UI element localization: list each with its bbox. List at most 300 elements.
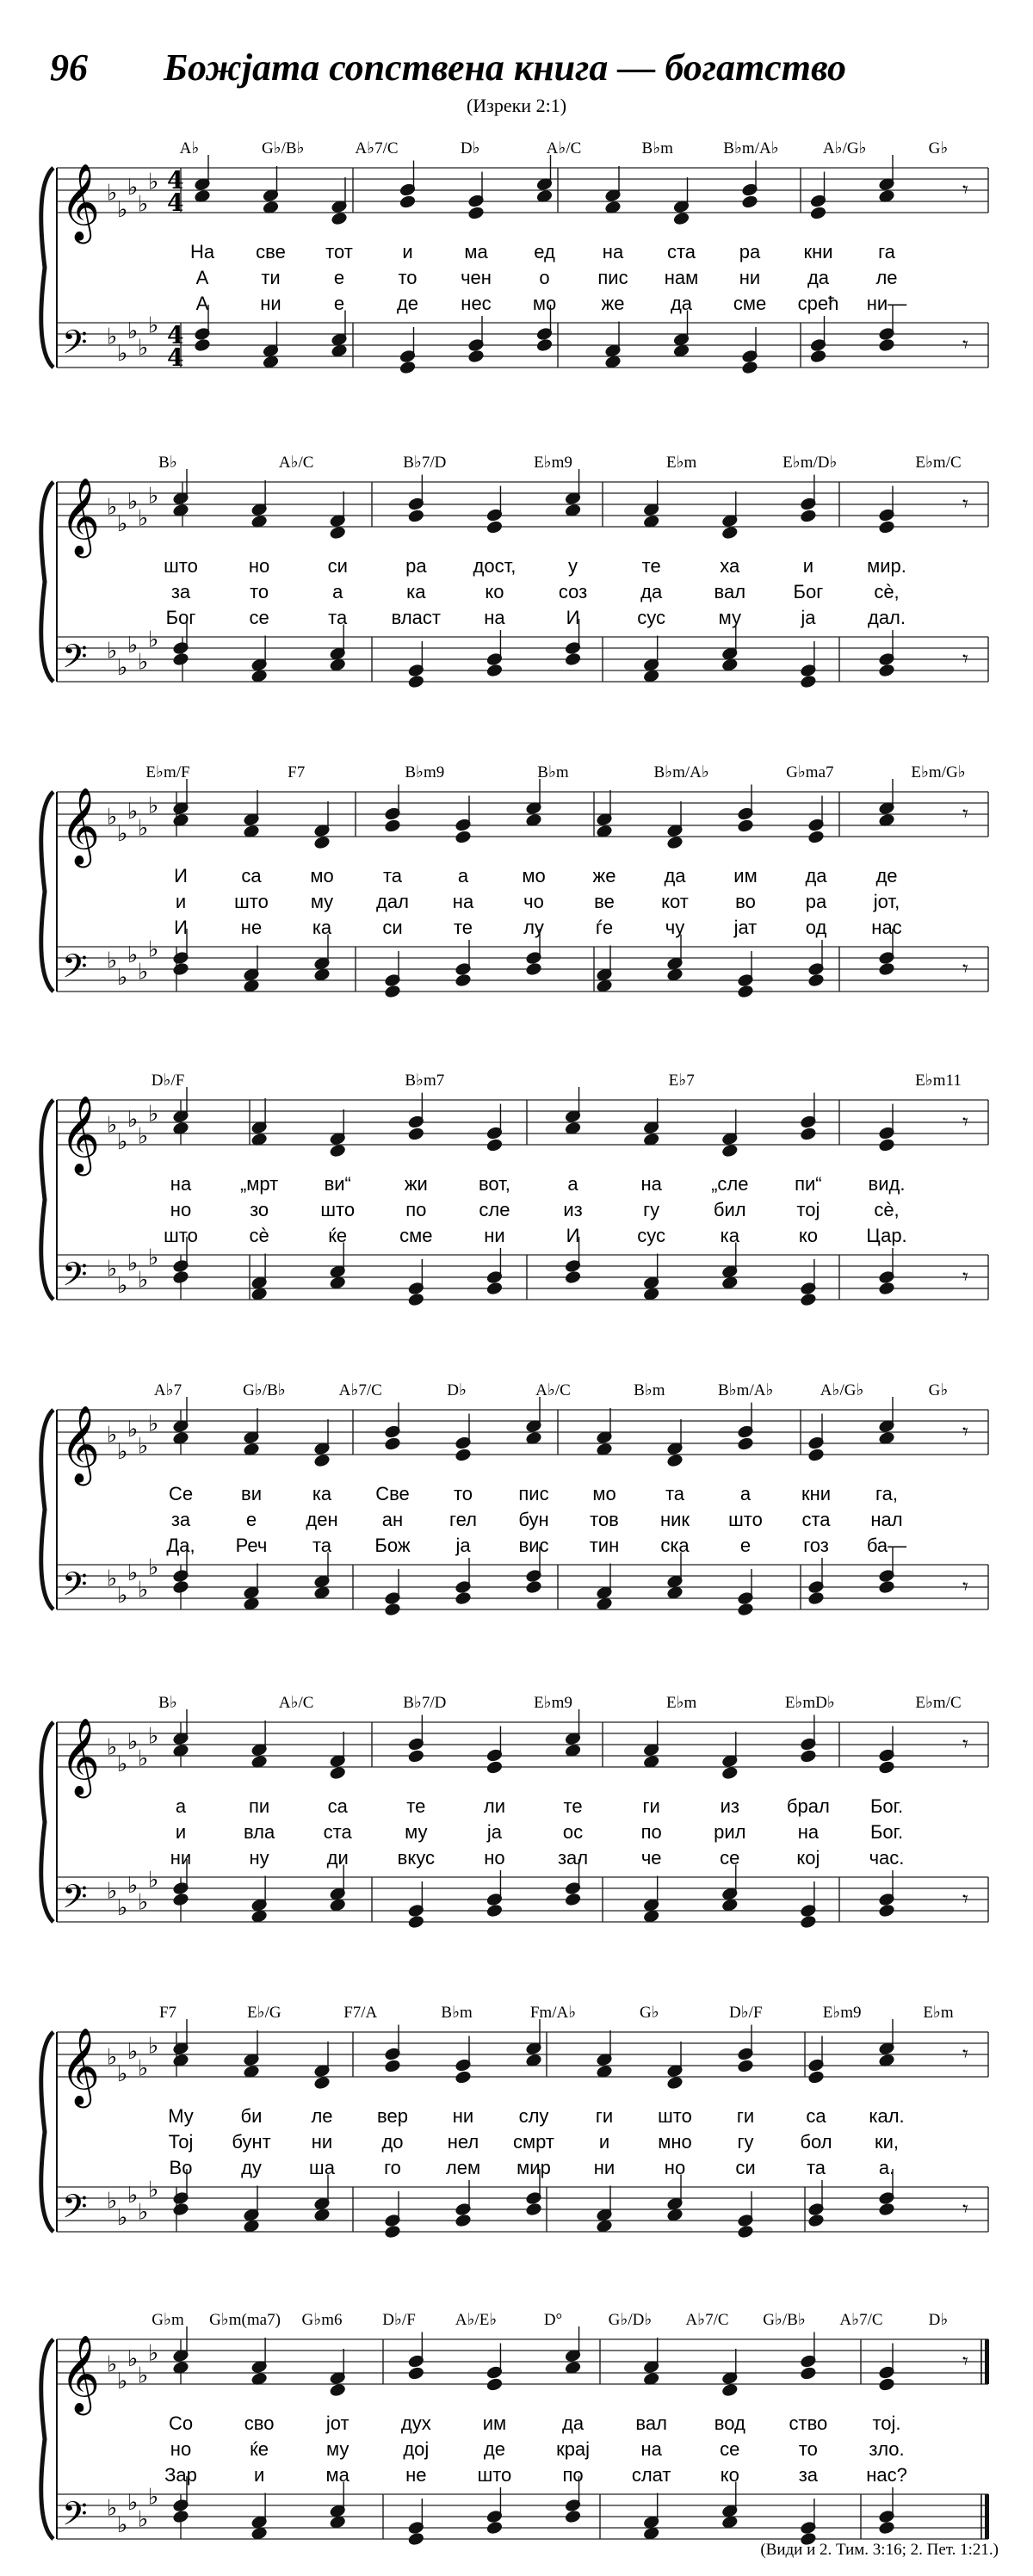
key-flat: ♭	[127, 1873, 139, 1899]
key-flat: ♭	[138, 2363, 149, 2389]
lyric-syllable: бунт	[232, 2131, 271, 2153]
key-flat: ♭	[148, 627, 159, 653]
notehead	[667, 836, 684, 849]
chord-symbol: A♭7	[153, 1381, 182, 1399]
lyric-syllable: соз	[558, 581, 588, 602]
key-flat: ♭	[138, 2055, 149, 2082]
key-flat: ♭	[127, 489, 139, 515]
lyric-syllable: слат	[631, 2464, 671, 2486]
notehead	[408, 1127, 424, 1141]
chord-symbol: B♭m	[537, 763, 569, 781]
chord-symbol: Fm/A♭	[529, 2004, 577, 2022]
chord-symbol: D♭	[447, 1381, 467, 1399]
lyric-syllable: те	[641, 555, 661, 577]
key-flat: ♭	[127, 633, 139, 658]
key-flat: ♭	[107, 1422, 118, 1449]
notehead	[486, 664, 503, 677]
lyric-syllable: то	[250, 581, 269, 602]
lyric-syllable: И	[566, 607, 580, 628]
key-flat: ♭	[107, 180, 118, 207]
lyric-syllable: за	[798, 2464, 819, 2486]
lyric-syllable: ле	[875, 267, 898, 288]
lyric-syllable: ан	[381, 1509, 404, 1530]
key-flat: ♭	[107, 2495, 118, 2522]
lyric-syllable: те	[563, 1795, 583, 1817]
music-system	[41, 454, 988, 689]
key-flat: ♭	[107, 948, 118, 974]
lyric-syllable: ве	[594, 891, 615, 912]
lyric-syllable: за	[170, 581, 191, 602]
chord-symbol: G♭	[928, 1381, 949, 1399]
lyric-syllable: тин	[589, 1535, 620, 1556]
notehead	[455, 1591, 472, 1605]
notehead	[667, 2076, 684, 2090]
lyric-syllable: ма	[464, 241, 488, 263]
notehead	[468, 207, 485, 220]
bass-clef: 𝄢	[62, 1565, 88, 1611]
lyric-syllable: по	[562, 2464, 584, 2486]
chord-symbol: F7	[158, 2004, 177, 2022]
lyric-syllable: из	[720, 1795, 739, 1817]
notehead	[742, 361, 758, 374]
key-flat: ♭	[148, 1411, 159, 1437]
lyric-syllable: де	[483, 2438, 505, 2460]
notehead	[486, 1282, 503, 1295]
notehead	[455, 2214, 472, 2227]
system-brace	[41, 1722, 53, 1922]
scripture-reference: (Изреки 2:1)	[466, 95, 567, 116]
lyric-syllable: дој	[403, 2438, 430, 2460]
lyric-syllable: бол	[800, 2131, 832, 2153]
notehead	[330, 658, 346, 672]
notehead	[597, 2220, 613, 2233]
key-flat: ♭	[117, 2205, 128, 2231]
chord-symbol: A♭7/C	[355, 139, 399, 158]
lyric-syllable: ни	[311, 2131, 333, 2153]
lyric-syllable: пис	[597, 267, 628, 288]
lyric-syllable: у	[568, 555, 578, 577]
chord-symbol: G♭	[928, 139, 949, 158]
key-flat: ♭	[117, 197, 128, 223]
notehead	[314, 2076, 331, 2090]
key-flat: ♭	[117, 2369, 128, 2394]
lyric-syllable: ко	[720, 2464, 739, 2486]
lyric-syllable: не	[240, 917, 263, 938]
lyric-syllable: не	[405, 2464, 427, 2486]
lyric-syllable: А	[195, 293, 209, 314]
key-flat: ♭	[138, 815, 149, 842]
notehead	[330, 1766, 346, 1780]
lyric-syllable: вер	[377, 2105, 408, 2127]
lyric-syllable: ра	[405, 555, 427, 577]
notehead	[408, 1915, 424, 1929]
music-system	[41, 139, 988, 374]
lyric-syllable: ќе	[250, 2438, 269, 2460]
system-brace	[41, 1100, 53, 1300]
notehead	[738, 1437, 754, 1451]
chord-symbol: E♭m/D♭	[782, 454, 838, 472]
key-flat: ♭	[138, 1267, 149, 1294]
lyric-syllable: Во	[169, 2157, 193, 2178]
chord-symbol: E♭m/F	[145, 763, 190, 781]
key-flat: ♭	[107, 804, 118, 831]
lyric-syllable: ко	[485, 581, 504, 602]
lyric-syllable: то	[398, 267, 418, 288]
chord-symbol: E♭m/G♭	[911, 763, 966, 781]
lyric-syllable: вид.	[868, 1173, 906, 1195]
key-flat: ♭	[127, 2346, 139, 2372]
chord-symbol: B♭m/A♭	[718, 1381, 774, 1399]
chord-symbol: E♭m	[665, 1694, 697, 1712]
key-flat: ♭	[117, 965, 128, 991]
chord-symbol: B♭m	[441, 2004, 473, 2022]
key-flat: ♭	[148, 1723, 159, 1750]
lyric-syllable: сме	[733, 293, 767, 314]
lyric-syllable: вла	[243, 1821, 275, 1843]
key-flat: ♭	[127, 318, 139, 344]
key-flat: ♭	[117, 1583, 128, 1609]
chord-symbol: A♭/E♭	[455, 2311, 498, 2329]
rest: 𝄾	[962, 801, 968, 827]
lyric-syllable: ка	[406, 581, 426, 602]
lyric-syllable: та	[382, 865, 403, 886]
lyric-syllable: да	[805, 865, 827, 886]
lyric-syllable: и	[175, 1821, 187, 1843]
rest: 𝄾	[962, 646, 968, 672]
key-flat: ♭	[148, 1867, 159, 1893]
bass-clef: 𝄢	[62, 2494, 88, 2541]
rest: 𝄾	[962, 332, 968, 358]
treble-clef: 𝄞	[60, 2028, 101, 2105]
lyric-syllable: ли	[483, 1795, 506, 1817]
key-flat: ♭	[117, 1439, 128, 1465]
key-flat: ♭	[148, 793, 159, 819]
key-flat: ♭	[107, 494, 118, 521]
lyric-syllable: но	[170, 1199, 192, 1220]
lyric-syllable: но	[170, 2438, 192, 2460]
bass-clef: 𝄢	[62, 637, 88, 683]
notehead	[879, 2202, 895, 2216]
chord-symbol: E♭m	[923, 2004, 954, 2022]
rest: 𝄾	[962, 1419, 968, 1445]
lyric-syllable: зо	[250, 1199, 269, 1220]
notehead	[408, 675, 424, 689]
lyric-syllable: Се	[168, 1483, 194, 1504]
lyric-syllable: рил	[714, 1821, 746, 1843]
lyric-syllable: тот	[325, 241, 353, 263]
lyric-syllable: кни	[803, 241, 833, 263]
chord-symbol: G♭/B♭	[261, 139, 305, 158]
lyric-syllable: на	[797, 1821, 820, 1843]
lyric-syllable: ѓе	[595, 917, 614, 938]
lyric-syllable: Бож	[374, 1535, 411, 1556]
notehead	[667, 968, 684, 982]
lyric-syllable: бун	[518, 1509, 549, 1530]
notehead	[385, 1437, 401, 1451]
lyric-syllable: ни	[484, 1225, 505, 1246]
key-flat: ♭	[127, 175, 139, 201]
notehead	[244, 1597, 260, 1611]
chord-symbol: D°	[543, 2311, 563, 2329]
treble-clef: 𝄞	[60, 1096, 101, 1173]
notehead	[810, 207, 826, 220]
lyric-syllable: сус	[637, 1225, 666, 1246]
key-flat: ♭	[138, 1577, 149, 1603]
lyric-syllable: и	[402, 241, 413, 263]
notehead	[314, 1454, 331, 1467]
notehead	[331, 212, 348, 225]
notehead	[173, 2510, 189, 2523]
notehead	[879, 1282, 895, 1295]
lyric-syllable: и	[175, 891, 187, 912]
lyric-syllable: ден	[306, 1509, 338, 1530]
notehead	[244, 979, 260, 993]
lyric-syllable: ле	[311, 2105, 333, 2127]
system-brace	[41, 482, 53, 682]
chord-symbol: B♭m/A♭	[653, 763, 709, 781]
lyric-syllable: га,	[875, 1483, 898, 1504]
system-brace	[41, 2032, 53, 2232]
lyric-syllable: јот,	[873, 891, 900, 912]
lyric-syllable: „мрт	[239, 1173, 279, 1195]
key-flat: ♭	[127, 2490, 139, 2516]
chord-symbol: A♭/G♭	[822, 139, 867, 158]
lyric-syllable: Да,	[166, 1535, 195, 1556]
lyric-syllable: на	[640, 1173, 662, 1195]
lyric-syllable: гоз	[803, 1535, 829, 1556]
notehead	[808, 2214, 825, 2227]
lyric-syllable: тој.	[872, 2412, 901, 2434]
notehead	[565, 1270, 581, 1284]
lyric-syllable: смрт	[513, 2131, 554, 2153]
chord-symbol: E♭m9	[534, 1694, 572, 1712]
lyric-syllable: кој	[796, 1847, 820, 1869]
lyric-syllable: та	[328, 607, 348, 628]
chord-symbol: B♭7/D	[403, 454, 447, 472]
notehead	[486, 1139, 503, 1152]
lyric-syllable: а	[739, 1483, 752, 1504]
key-flat: ♭	[148, 2340, 159, 2367]
key-flat: ♭	[148, 2033, 159, 2060]
lyric-syllable: нас?	[866, 2464, 907, 2486]
lyric-syllable: на	[602, 241, 624, 263]
chord-symbol: D♭/F	[728, 2004, 763, 2022]
notehead	[385, 1603, 401, 1616]
chord-symbol: E♭m9	[534, 454, 572, 472]
lyric-syllable: што	[320, 1199, 356, 1220]
key-flat: ♭	[138, 649, 149, 676]
bass-clef: 𝄢	[62, 1877, 88, 1924]
rest: 𝄾	[962, 2349, 968, 2375]
music-system	[41, 763, 988, 998]
system-brace	[41, 1410, 53, 1609]
notehead	[808, 831, 825, 844]
key-flat: ♭	[148, 169, 159, 195]
key-flat: ♭	[117, 341, 128, 367]
key-flat: ♭	[107, 638, 118, 664]
notehead	[800, 510, 816, 523]
lyric-syllable: ти	[261, 267, 281, 288]
lyric-syllable: ста	[323, 1821, 352, 1843]
lyric-syllable: дал	[376, 891, 409, 912]
lyric-syllable: сме	[399, 1225, 433, 1246]
notehead	[314, 1586, 331, 1600]
chord-symbol: D♭/F	[151, 1072, 185, 1090]
lyric-syllable: ра	[739, 241, 761, 263]
chord-symbol: F7	[288, 763, 306, 781]
chord-symbol: A♭7/C	[338, 1381, 382, 1399]
key-flat: ♭	[138, 1889, 149, 1916]
chord-symbol: E♭m11	[915, 1072, 962, 1090]
lyric-syllable: Цар.	[866, 1225, 907, 1246]
chord-symbol: B♭	[158, 454, 177, 472]
notehead	[879, 338, 895, 352]
chord-symbol: G♭/B♭	[243, 1381, 286, 1399]
key-flat: ♭	[117, 1895, 128, 1921]
lyric-syllable: сле	[479, 1199, 510, 1220]
lyric-syllable: ќе	[328, 1225, 348, 1246]
notehead	[330, 1899, 346, 1912]
lyric-syllable: ос	[562, 1821, 584, 1843]
lyric-syllable: то	[798, 2438, 818, 2460]
lyric-syllable: ни	[593, 2157, 615, 2178]
notehead	[879, 521, 895, 534]
chord-symbol: G♭m(ma7)	[209, 2311, 281, 2329]
time-sig-bottom: 4	[167, 188, 184, 217]
lyric-syllable: му	[718, 607, 741, 628]
lyric-syllable: ги	[595, 2105, 614, 2127]
notehead	[408, 510, 424, 523]
notehead	[385, 2060, 401, 2073]
lyric-syllable: де	[875, 865, 898, 886]
notehead	[667, 1586, 684, 1600]
notehead	[738, 985, 754, 998]
lyric-syllable: мир.	[867, 555, 906, 577]
key-flat: ♭	[148, 483, 159, 510]
lyric-syllable: брал	[786, 1795, 830, 1817]
notehead	[667, 2208, 684, 2222]
notehead	[330, 1276, 346, 1290]
key-flat: ♭	[138, 959, 149, 985]
notehead	[800, 2367, 816, 2381]
chord-symbol: B♭	[158, 1694, 177, 1712]
lyric-syllable: ви	[241, 1483, 262, 1504]
notehead	[330, 526, 346, 540]
notehead	[742, 195, 758, 209]
notehead	[808, 1449, 825, 1462]
notehead	[399, 195, 416, 209]
notehead	[721, 1144, 738, 1158]
notehead	[173, 962, 189, 976]
lyric-syllable: же	[592, 865, 616, 886]
key-flat: ♭	[107, 1112, 118, 1139]
notehead	[879, 664, 895, 677]
chord-symbol: F7/A	[343, 2004, 378, 2022]
notehead	[330, 2383, 346, 2397]
lyric-syllable: сè	[249, 1225, 269, 1246]
chord-symbol: G♭/B♭	[763, 2311, 806, 2329]
notehead	[399, 361, 416, 374]
lyric-syllable: ви“	[324, 1173, 351, 1195]
notehead	[800, 1915, 816, 1929]
notehead	[879, 2521, 895, 2535]
bass-clef: 𝄢	[62, 323, 88, 369]
lyric-syllable: си	[735, 2157, 756, 2178]
key-flat: ♭	[107, 2188, 118, 2215]
notehead	[738, 2225, 754, 2239]
key-flat: ♭	[148, 1101, 159, 1127]
lyric-syllable: че	[640, 1847, 662, 1869]
notehead	[565, 1893, 581, 1906]
music-system	[41, 1694, 988, 1929]
lyric-syllable: та	[312, 1535, 332, 1556]
lyric-syllable: И	[174, 865, 188, 886]
lyric-syllable: А	[195, 267, 209, 288]
key-flat: ♭	[138, 1123, 149, 1150]
notehead	[173, 1580, 189, 1594]
lyric-syllable: чо	[523, 891, 544, 912]
notehead	[536, 338, 553, 352]
lyric-syllable: мо	[310, 865, 334, 886]
rest: 𝄾	[962, 1574, 968, 1600]
notehead	[195, 338, 211, 352]
lyric-syllable: што	[164, 555, 198, 577]
lyric-syllable: ду	[241, 2157, 262, 2178]
lyric-syllable: и	[802, 555, 814, 577]
lyric-syllable: нас	[871, 917, 902, 938]
music-systems	[41, 139, 989, 2546]
lyric-syllable: тов	[590, 1509, 619, 1530]
chord-symbol: E♭m/C	[915, 454, 962, 472]
system-brace	[41, 168, 53, 368]
lyric-syllable: Све	[375, 1483, 410, 1504]
lyric-syllable: ба—	[866, 1535, 907, 1556]
lyric-syllable: ка	[312, 917, 332, 938]
lyric-syllable: по	[640, 1821, 662, 1843]
key-flat: ♭	[148, 2484, 159, 2511]
notehead	[721, 526, 738, 540]
notehead	[643, 1288, 659, 1301]
lyric-syllable: од	[805, 917, 827, 938]
key-flat: ♭	[148, 2177, 159, 2203]
lyric-syllable: вкус	[397, 1847, 435, 1869]
lyric-syllable: же	[601, 293, 625, 314]
lyric-syllable: мо	[522, 865, 546, 886]
notehead	[800, 675, 816, 689]
lyric-syllable: лем	[445, 2157, 481, 2178]
notehead	[173, 1893, 189, 1906]
lyric-syllable: И	[566, 1225, 580, 1246]
notehead	[738, 819, 754, 833]
key-flat: ♭	[138, 2199, 149, 2226]
notehead	[526, 962, 542, 976]
notehead	[408, 1293, 424, 1307]
cross-reference: (Види и 2. Тим. 3:16; 2. Пет. 1:21.)	[760, 2541, 999, 2559]
key-flat: ♭	[107, 2351, 118, 2378]
notehead	[455, 831, 472, 844]
notehead	[605, 355, 622, 369]
key-flat: ♭	[127, 1560, 139, 1586]
lyric-syllable: а	[332, 581, 343, 602]
lyric-syllable: Реч	[235, 1535, 268, 1556]
lyric-syllable: са	[327, 1795, 348, 1817]
key-flat: ♭	[127, 1107, 139, 1133]
notehead	[455, 1449, 472, 1462]
chord-symbol: B♭m9	[405, 763, 445, 781]
notehead	[667, 1454, 684, 1467]
lyric-syllable: нам	[664, 267, 699, 288]
lyric-syllable: што	[658, 2105, 692, 2127]
